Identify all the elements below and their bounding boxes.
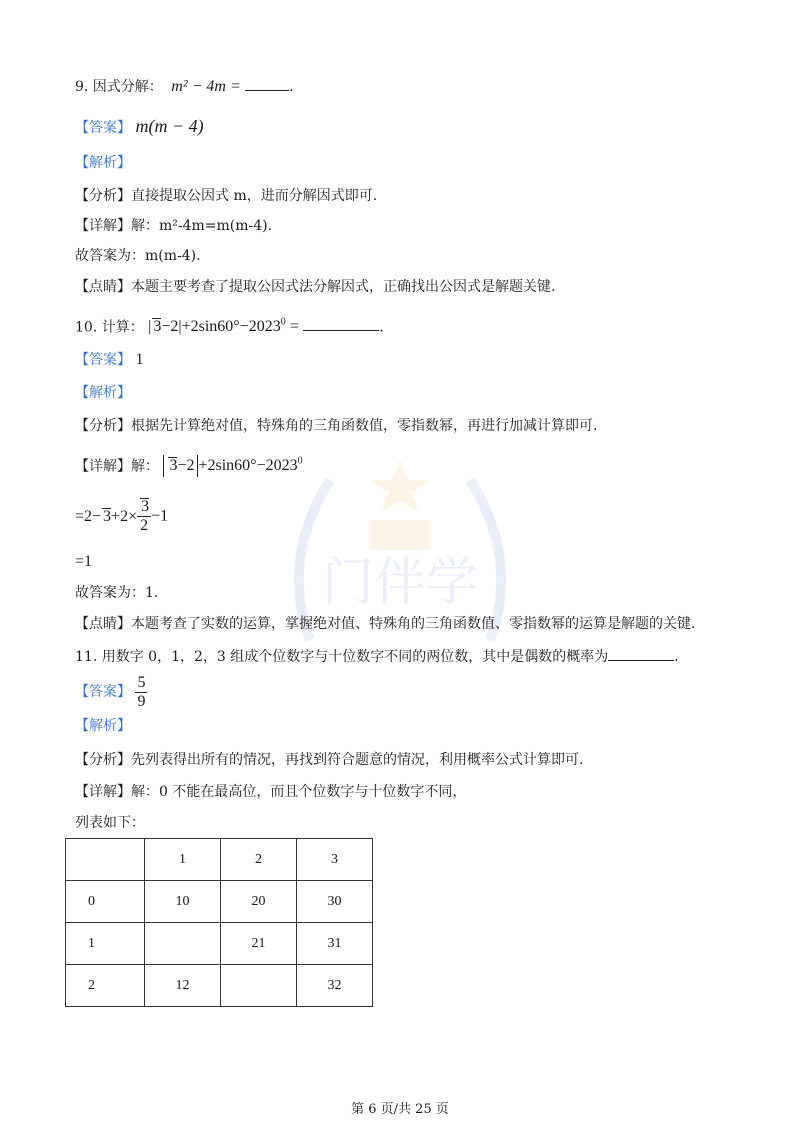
q11-answer-frac bbox=[135, 674, 147, 711]
table-cell: 1 bbox=[145, 839, 221, 881]
q9-conclusion: 故答案为：m(m-4). bbox=[75, 248, 201, 264]
q10-prompt: 10. 计算： bbox=[75, 319, 144, 336]
q9-xiangjie-tag: 【详解】 bbox=[75, 218, 131, 234]
table-cell: 3 bbox=[297, 839, 373, 881]
q11-answer-tag: 【答案】 bbox=[75, 684, 131, 700]
q10-dianjing-line bbox=[75, 614, 695, 634]
q9-answer-line bbox=[75, 116, 204, 138]
q10-end: . bbox=[379, 319, 384, 336]
q10-expr: | $3-2|+2\sin 60^\circ-2023^0$ = bbox=[148, 317, 299, 336]
table-cell: 21 bbox=[221, 923, 297, 965]
q10-fenxi: 根据先计算绝对值，特殊角的三角函数值，零指数幂，再进行加减计算即可. bbox=[131, 418, 598, 434]
table-header-row bbox=[66, 839, 373, 881]
table-cell: 30 bbox=[297, 881, 373, 923]
q11-xiangjie: 解：0 不能在最高位，而且个位数字与十位数字不同， bbox=[131, 784, 467, 800]
table-cell bbox=[145, 923, 221, 965]
q9-jiexi: 【解析】 bbox=[75, 155, 131, 171]
q10-step3: =1 bbox=[75, 553, 93, 570]
table-cell: 2 bbox=[66, 965, 145, 1007]
q9-dianjing: 本题主要考查了提取公因式法分解因式，正确找出公因式是解题关键. bbox=[131, 279, 556, 295]
q10-step2: =2− 3+2× $\frac{3}{2}$ −1 bbox=[75, 498, 169, 534]
q11-answer-line bbox=[75, 672, 147, 712]
q9-fenxi-line bbox=[75, 186, 377, 206]
q9-fenxi-tag: 【分析】 bbox=[75, 188, 131, 204]
table-cell bbox=[221, 965, 297, 1007]
q11-end: . bbox=[674, 649, 679, 665]
q10-dianjing: 本题考查了实数的运算，掌握绝对值、特殊角的三角函数值、零指数幂的运算是解题的关键. bbox=[131, 616, 696, 632]
q9-answer: m(m − 4) bbox=[135, 116, 204, 136]
table-row bbox=[66, 923, 373, 965]
q11-fenxi-line bbox=[75, 750, 583, 770]
q11-fenxi: 先列表得出所有的情况，再找到符合题意的情况，利用概率公式计算即可. bbox=[131, 752, 584, 768]
q10-xiangjie-line bbox=[75, 452, 303, 477]
q10-answer-line bbox=[75, 350, 143, 370]
q11-jiexi: 【解析】 bbox=[75, 718, 131, 734]
table-row bbox=[66, 965, 373, 1007]
q10-fenxi-tag: 【分析】 bbox=[75, 418, 131, 434]
table-cell bbox=[66, 839, 145, 881]
q10-prompt-line bbox=[75, 313, 384, 337]
table-cell: 0 bbox=[66, 881, 145, 923]
q10-answer-tag: 【答案】 bbox=[75, 352, 131, 368]
q11-blank bbox=[608, 646, 674, 661]
table-cell: 12 bbox=[145, 965, 221, 1007]
q10-blank bbox=[303, 316, 379, 331]
q9-xiangjie: 解：m²-4m=m(m-4). bbox=[131, 218, 273, 234]
table-cell: 31 bbox=[297, 923, 373, 965]
q11-table-intro: 列表如下： bbox=[75, 815, 145, 831]
q9-prompt: 9. 因式分解： bbox=[75, 79, 163, 95]
q11-xiangjie-line bbox=[75, 782, 466, 802]
q9-blank bbox=[245, 76, 289, 91]
q9-dianjing-tag: 【点睛】 bbox=[75, 279, 131, 295]
table-cell: 1 bbox=[66, 923, 145, 965]
q11-answer-num: 5 bbox=[137, 673, 146, 691]
q10-dianjing-tag: 【点睛】 bbox=[75, 616, 131, 632]
table-row bbox=[66, 881, 373, 923]
q10-answer: 1 bbox=[135, 351, 144, 368]
q10-xiangjie-prefix: 解： bbox=[131, 458, 159, 475]
q11-xiangjie-tag: 【详解】 bbox=[75, 784, 131, 800]
q11-answer-den: 9 bbox=[137, 692, 146, 710]
q10-fenxi-line bbox=[75, 416, 597, 436]
q9-prompt-line bbox=[75, 76, 294, 97]
q10-conclusion: 故答案为：1. bbox=[75, 585, 159, 601]
q10-step1: $3-2 +2\sin 60^\circ-2023^0$ bbox=[163, 457, 302, 474]
table-cell: 32 bbox=[297, 965, 373, 1007]
q9-expr: m² − 4m = bbox=[171, 78, 241, 95]
q9-end: . bbox=[289, 79, 294, 95]
q9-answer-tag: 【答案】 bbox=[75, 120, 131, 136]
watermark-logo bbox=[270, 440, 530, 680]
table-cell: 10 bbox=[145, 881, 221, 923]
watermark-text: 门伴学 bbox=[321, 553, 479, 613]
q10-xiangjie-tag: 【详解】 bbox=[75, 458, 131, 475]
table-cell: 2 bbox=[221, 839, 297, 881]
q9-xiangjie-line bbox=[75, 216, 272, 236]
q11-prompt: 11. 用数字 0，1，2，3 组成个位数字与十位数字不同的两位数，其中是偶数的概率为 bbox=[75, 649, 609, 665]
q9-dianjing-line bbox=[75, 277, 555, 297]
q10-jiexi: 【解析】 bbox=[75, 385, 131, 401]
table-cell: 20 bbox=[221, 881, 297, 923]
q11-fenxi-tag: 【分析】 bbox=[75, 752, 131, 768]
q11-table bbox=[65, 838, 373, 1007]
q11-prompt-line bbox=[75, 646, 679, 667]
q9-fenxi: 直接提取公因式 m，进而分解因式即可. bbox=[131, 188, 378, 204]
page-footer: 第 6 页/共 25 页 bbox=[351, 1102, 449, 1117]
